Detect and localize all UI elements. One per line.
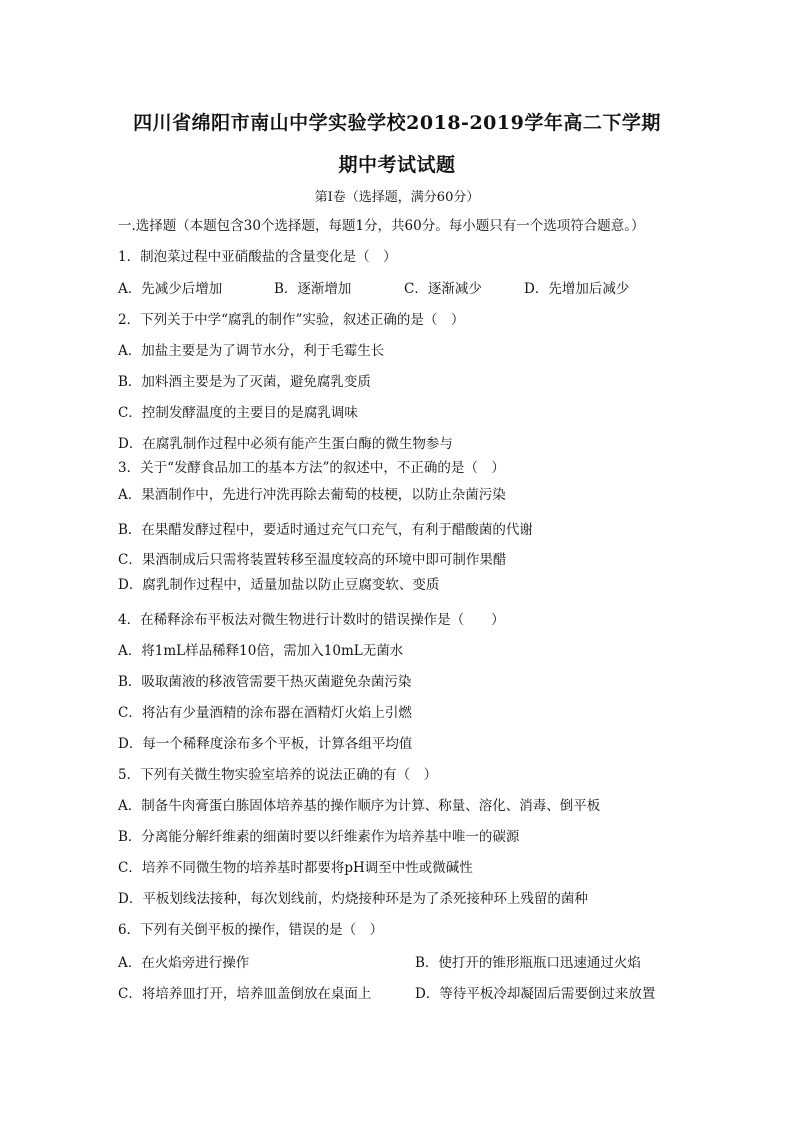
question-1-option-d: D．先增加后减少 <box>524 281 630 297</box>
question-1-option-b: B．逐渐增加 <box>274 281 352 297</box>
question-5-stem: 5．下列有关微生物实验室培养的说法正确的有（ ） <box>118 767 438 783</box>
question-6-option-b: B．使打开的锥形瓶瓶口迅速通过火焰 <box>415 955 641 971</box>
question-6-option-d: D．等待平板冷却凝固后需要倒过来放置 <box>415 986 656 1002</box>
question-3-option-a: A．果酒制作中，先进行冲洗再除去葡萄的枝梗，以防止杂菌污染 <box>118 487 506 503</box>
question-4-option-b: B．吸取菌液的移液管需要干热灭菌避免杂菌污染 <box>118 674 412 690</box>
question-4-option-d: D．每一个稀释度涂布多个平板，计算各组平均值 <box>118 736 413 752</box>
question-3-option-d: D．腐乳制作过程中，适量加盐以防止豆腐变软、变质 <box>118 577 440 593</box>
question-6-option-a: A．在火焰旁进行操作 <box>118 955 250 971</box>
document-title-line-2: 期中考试试题 <box>338 154 456 176</box>
question-1-option-a: A．先减少后增加 <box>118 281 223 297</box>
instructions: 一.选择题（本题包含30个选择题，每题1分，共60分。每小题只有一个选项符合题意。） <box>118 218 645 234</box>
question-5-option-d: D．平板划线法接种，每次划线前，灼烧接种环是为了杀死接种环上残留的菌种 <box>118 891 588 907</box>
question-1-stem: 1．制泡菜过程中亚硝酸盐的含量变化是（ ） <box>118 249 397 265</box>
question-3-option-b: B．在果醋发酵过程中，要适时通过充气口充气，有利于醋酸菌的代谢 <box>118 522 533 538</box>
question-1-option-c: C．逐渐减少 <box>404 281 482 297</box>
question-5-option-b: B．分离能分解纤维素的细菌时要以纤维素作为培养基中唯一的碳源 <box>118 829 520 845</box>
question-2-stem: 2．下列关于中学“腐乳的制作”实验，叙述正确的是（ ） <box>118 312 465 328</box>
question-4-option-c: C．将沾有少量酒精的涂布器在酒精灯火焰上引燃 <box>118 705 412 721</box>
question-5-option-a: A．制备牛肉膏蛋白胨固体培养基的操作顺序为计算、称量、溶化、消毒、倒平板 <box>118 798 601 814</box>
section-heading: 第I卷（选择题，满分60分） <box>314 190 480 205</box>
question-6-option-c: C．将培养皿打开，培养皿盖倒放在桌面上 <box>118 986 372 1002</box>
question-2-option-b: B．加料酒主要是为了灭菌，避免腐乳变质 <box>118 374 371 390</box>
question-2-option-d: D．在腐乳制作过程中必须有能产生蛋白酶的微生物参与 <box>118 436 453 452</box>
question-2-option-a: A．加盐主要是为了调节水分，利于毛霉生长 <box>118 343 385 359</box>
document-title-line-1: 四川省绵阳市南山中学实验学校2018-2019学年高二下学期 <box>133 112 661 134</box>
question-4-stem: 4．在稀释涂布平板法对微生物进行计数时的错误操作是（ ） <box>118 612 505 628</box>
question-6-stem: 6．下列有关倒平板的操作，错误的是（ ） <box>118 922 384 938</box>
question-5-option-c: C．培养不同微生物的培养基时都要将pH调至中性或微碱性 <box>118 860 473 876</box>
question-3-stem: 3．关于“发酵食品加工的基本方法”的叙述中，不正确的是（ ） <box>118 460 505 476</box>
question-3-option-c: C．果酒制成后只需将装置转移至温度较高的环境中即可制作果醋 <box>118 552 507 568</box>
question-4-option-a: A．将1mL样品稀释10倍，需加入10mL无菌水 <box>118 643 404 659</box>
question-2-option-c: C．控制发酵温度的主要目的是腐乳调味 <box>118 405 358 421</box>
